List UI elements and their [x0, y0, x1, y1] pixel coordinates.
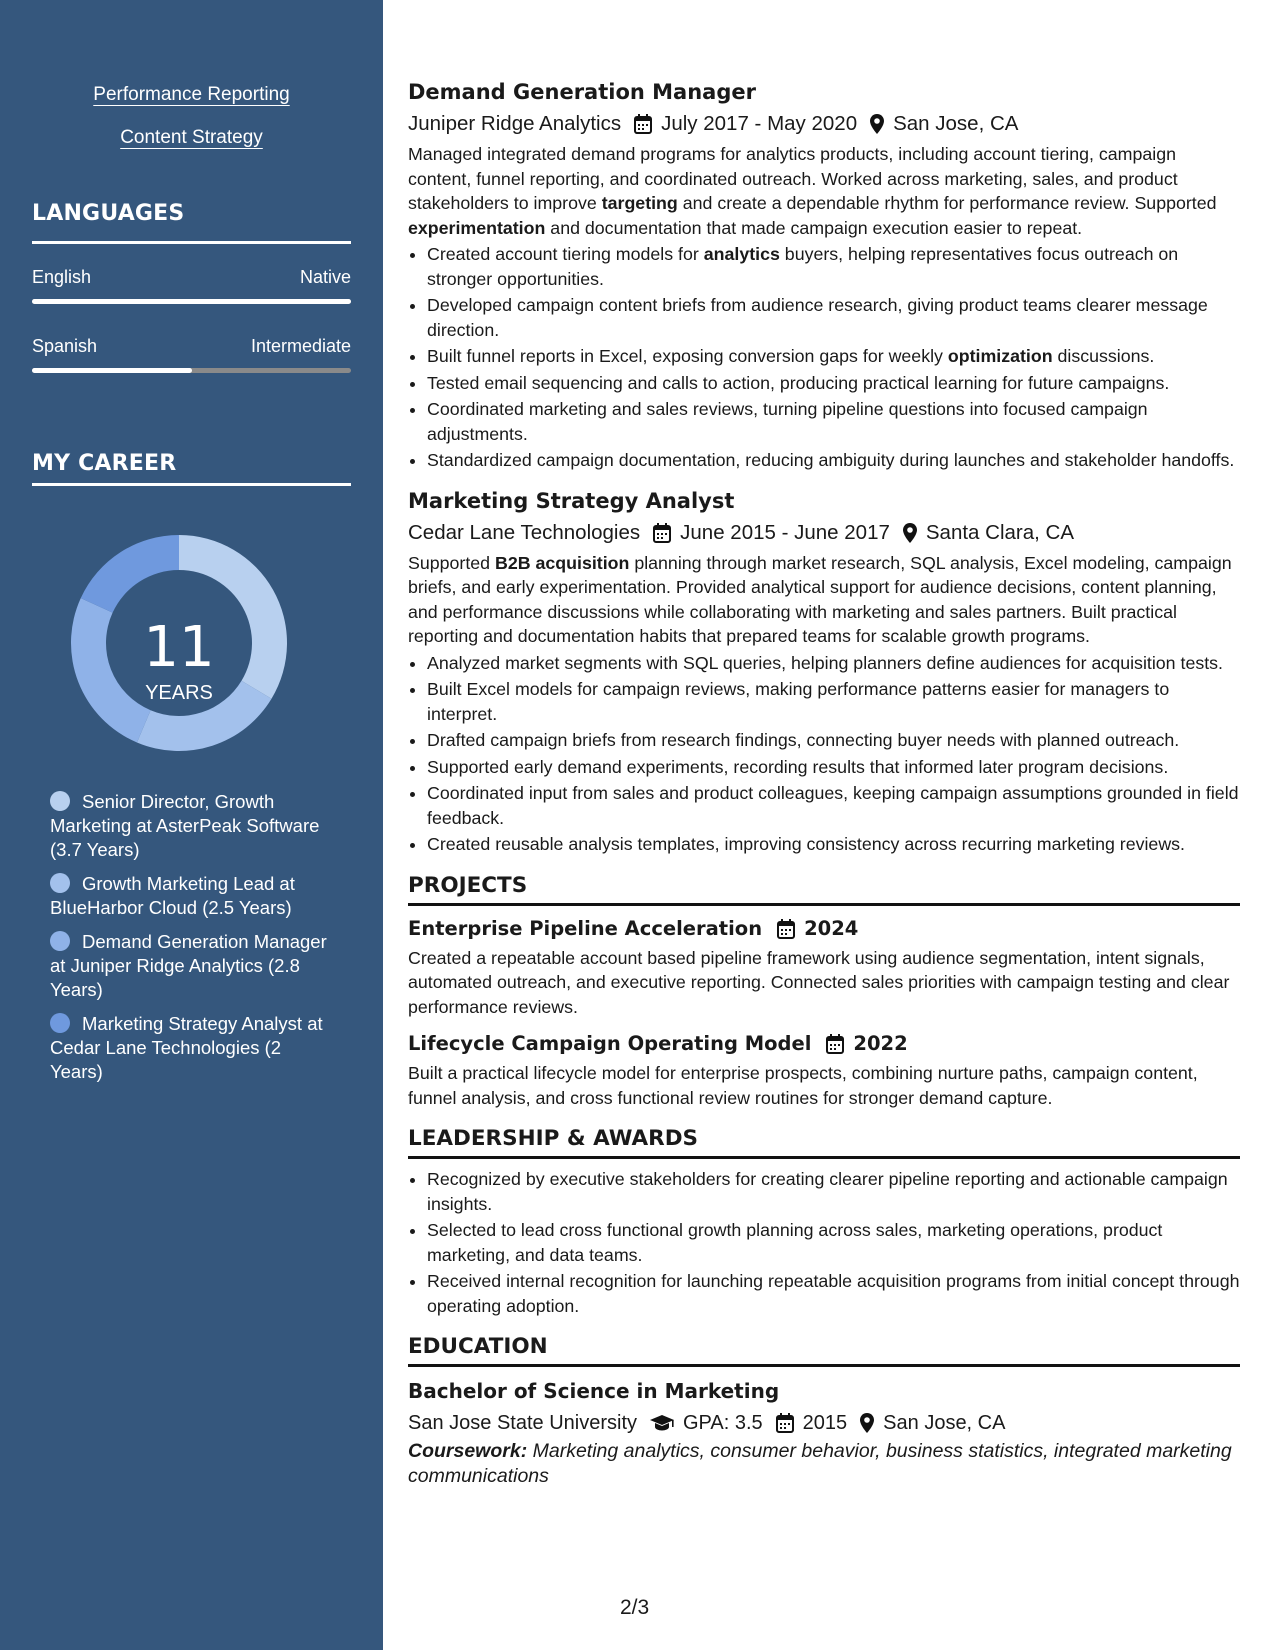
job-bullet: • Analyzed market segments with SQL queries, helping planners define audiences for acquisition tests. [427, 651, 1240, 676]
legend-dot-icon [50, 873, 70, 893]
career-item [50, 872, 330, 920]
job-title: Marketing Strategy Analyst [408, 488, 735, 513]
languages-heading: LANGUAGES [32, 201, 185, 226]
language-row [32, 267, 351, 288]
graduation-year: 2015 [802, 1412, 848, 1434]
job-bullet: • Tested email sequencing and calls to action, producing practical learning for future campaigns. [427, 371, 1240, 396]
coursework-label: Coursework: [408, 1440, 528, 1462]
language-name: English [32, 267, 92, 287]
language-row [32, 336, 351, 357]
section-rule [408, 1156, 1240, 1159]
job-bullet: • Supported early demand experiments, recording results that informed later program decisions. [427, 755, 1240, 780]
language-level-bar [32, 368, 351, 373]
job-meta [408, 108, 1240, 140]
job-dates: June 2015 - June 2017 [680, 520, 890, 544]
sidebar [0, 0, 383, 1650]
career-donut-segment-3 [71, 598, 151, 742]
school-name: San Jose State University [408, 1412, 637, 1434]
career-item-label: Senior Director, Growth Marketing at AsterPeak Software (3.7 Years) [50, 791, 320, 860]
projects-heading: PROJECTS [408, 872, 528, 898]
leadership-item: • Selected to lead cross functional growth planning across sales, marketing operations, product marketing, and data teams. [427, 1218, 1240, 1267]
leadership-item: • Received internal recognition for launching repeatable acquisition programs from initial concept through operating adoption. [427, 1269, 1240, 1318]
coursework [408, 1439, 1240, 1489]
job-dates: July 2017 - May 2020 [661, 112, 858, 135]
job-bullet: • Standardized campaign documentation, reducing ambiguity during launches and stakeholder handoffs. [427, 448, 1240, 473]
education-heading: EDUCATION [408, 1334, 548, 1359]
career-item [50, 790, 330, 862]
career-donut-chart [64, 528, 294, 758]
languages-rule [32, 241, 351, 244]
career-total-years: 11 [143, 615, 215, 680]
job-bullets [408, 651, 1240, 857]
leadership-heading: LEADERSHIP & AWARDS [408, 1126, 699, 1151]
graduation-cap-icon [649, 1413, 675, 1433]
job-bullet: • Created reusable analysis templates, improving consistency across recurring marketing reviews. [427, 832, 1240, 857]
job-summary: Supported B2B acquisition planning through market research, SQL analysis, Excel modeling, campaign briefs, and early experimentation. Provided analytical support for audience decisions, content planning, and performance discussions while collaborating with marketing and sales partners. Built practical reporting and documentation habits that prepared teams for scalable growth programs. [408, 552, 1232, 646]
project-description: Created a repeatable account based pipeline framework using audience segmentation, intent signals, automated outreach, and executive reporting. Connected sales priorities with campaign testing and clear performance reviews. [408, 947, 1230, 1017]
job-bullet: • Created account tiering models for analytics buyers, helping representatives focus outreach on stronger opportunities. [427, 242, 1240, 291]
job-summary: Managed integrated demand programs for analytics products, including account tiering, campaign content, funnel reporting, and coordinated outreach. Worked across marketing, sales, and product stakeholders to improve targeting and create a dependable rhythm for performance review. Supported experimentation and documentation that made campaign execution easier to repeat. [408, 144, 1217, 238]
page-number: 2/3 [620, 1596, 650, 1619]
calendar-icon [825, 1033, 845, 1055]
job-bullet: • Built Excel models for campaign reviews, making performance patterns easier for managers to interpret. [427, 677, 1240, 726]
job-bullet: • Drafted campaign briefs from research findings, connecting buyer needs with planned outreach. [427, 728, 1240, 753]
project-year: 2024 [804, 916, 859, 940]
job-bullet: • Developed campaign content briefs from audience research, giving product teams clearer message direction. [427, 293, 1240, 342]
project-entry [408, 914, 1240, 1020]
language-level: Intermediate [250, 336, 351, 356]
job-title: Demand Generation Manager [408, 80, 756, 104]
calendar-icon [775, 1412, 795, 1434]
company-name: Cedar Lane Technologies [408, 520, 641, 544]
career-item-label: Growth Marketing Lead at BlueHarbor Cloud (2.5 Years) [50, 873, 295, 918]
gpa: GPA: 3.5 [683, 1412, 763, 1434]
job-location: San Jose, CA [893, 112, 1019, 135]
education-meta [408, 1407, 1240, 1439]
legend-dot-icon [50, 931, 70, 951]
project-year: 2022 [853, 1032, 908, 1055]
calendar-icon [633, 113, 653, 135]
project-entry [408, 1029, 1240, 1110]
experience-entry [408, 485, 1240, 857]
language-level-bar [32, 299, 351, 304]
company-name: Juniper Ridge Analytics [408, 112, 622, 135]
leadership-item: • Recognized by executive stakeholders for creating clearer pipeline reporting and actionable campaign insights. [427, 1167, 1240, 1216]
career-years-unit: YEARS [145, 682, 213, 704]
job-bullet: • Built funnel reports in Excel, exposing conversion gaps for weekly optimization discussions. [427, 344, 1240, 369]
calendar-icon [776, 918, 796, 940]
job-location: Santa Clara, CA [925, 520, 1074, 544]
project-title-row [408, 1029, 1240, 1059]
language-level: Native [299, 267, 351, 287]
skill-link[interactable] [0, 84, 383, 106]
career-heading: MY CAREER [32, 451, 177, 476]
main-content [408, 76, 1240, 1489]
job-bullets [408, 242, 1240, 473]
project-description: Built a practical lifecycle model for enterprise prospects, combining nurture paths, campaign content, funnel analysis, and cross functional review routines for stronger demand capture. [408, 1063, 1198, 1108]
location-pin-icon [902, 522, 918, 544]
career-item [50, 930, 330, 1002]
school-location: San Jose, CA [883, 1412, 1006, 1434]
project-title-row [408, 914, 1240, 944]
skill-label: Content Strategy [120, 127, 263, 148]
job-meta [408, 517, 1240, 549]
job-bullet: • Coordinated marketing and sales reviews, turning pipeline questions into focused campaign adjustments. [427, 397, 1240, 446]
calendar-icon [652, 522, 672, 544]
career-item-label: Demand Generation Manager at Juniper Ridge Analytics (2.8 Years) [50, 931, 327, 1000]
career-item [50, 1012, 330, 1084]
section-rule [408, 1364, 1240, 1367]
experience-entry [408, 76, 1240, 473]
language-name: Spanish [32, 336, 98, 356]
language-level-fill [32, 299, 351, 304]
skill-label: Performance Reporting [93, 84, 290, 105]
career-item-label: Marketing Strategy Analyst at Cedar Lane Technologies (2 Years) [50, 1013, 323, 1082]
legend-dot-icon [50, 791, 70, 811]
project-title: Lifecycle Campaign Operating Model [408, 1032, 812, 1055]
coursework-text: Marketing analytics, consumer behavior, business statistics, integrated marketing communications [408, 1440, 1232, 1487]
leadership-list [408, 1167, 1240, 1318]
legend-dot-icon [50, 1013, 70, 1033]
project-title: Enterprise Pipeline Acceleration [408, 916, 763, 940]
career-donut-segment-4 [81, 535, 179, 613]
career-rule [32, 483, 351, 486]
location-pin-icon [869, 113, 885, 135]
skill-link[interactable] [0, 127, 383, 149]
section-rule [408, 903, 1240, 906]
career-list [50, 790, 330, 1094]
location-pin-icon [859, 1412, 875, 1434]
language-level-fill [32, 368, 192, 373]
degree-title: Bachelor of Science in Marketing [408, 1379, 780, 1403]
job-bullet: • Coordinated input from sales and product colleagues, keeping campaign assumptions grounded in field feedback. [427, 781, 1240, 830]
